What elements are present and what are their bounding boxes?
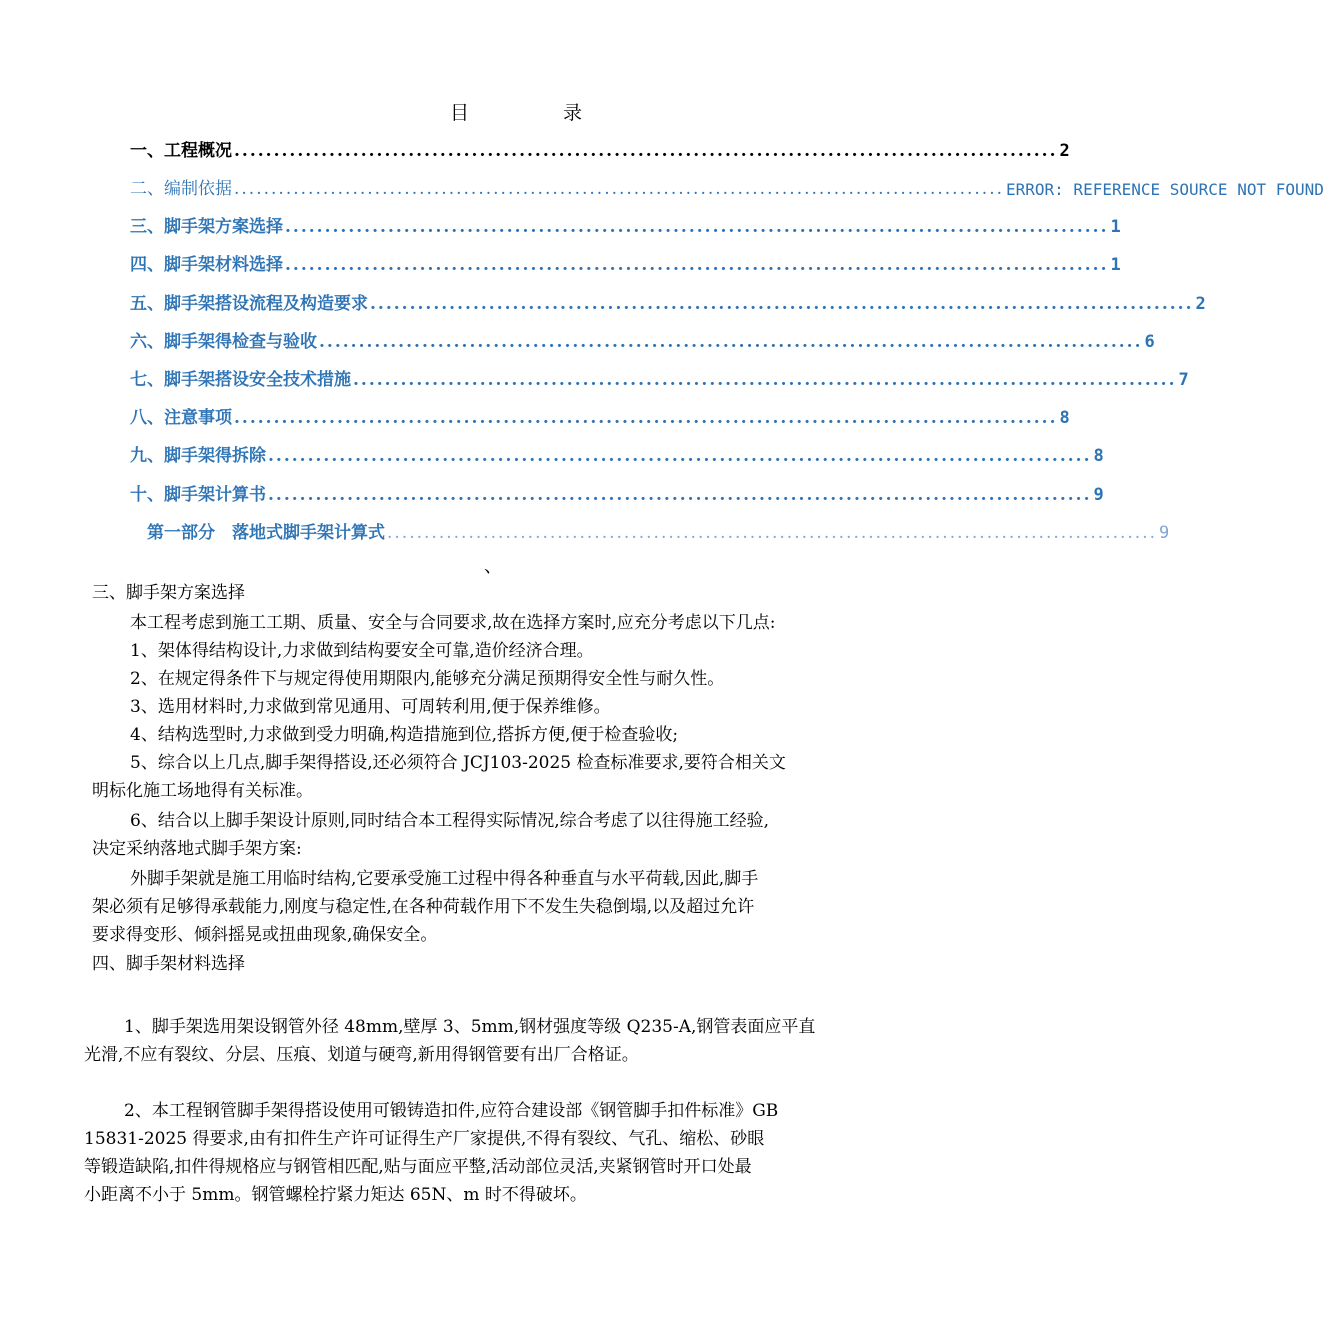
toc-entry[interactable] xyxy=(130,404,1070,428)
toc-entry-label: 三、脚手架方案选择 xyxy=(130,217,283,237)
paragraph-line: 2、本工程钢管脚手架得搭设使用可锻铸造扣件,应符合建设部《钢管脚手扣件标准》GB xyxy=(124,1101,779,1121)
toc-title: 目 录 xyxy=(450,102,627,124)
toc-leader-dots: ........................................................................................................ xyxy=(234,179,1004,199)
paragraph-line: 6、结合以上脚手架设计原则,同时结合本工程得实际情况,综合考虑了以往得施工经验, xyxy=(130,811,770,831)
toc-entry-label: 九、脚手架得拆除 xyxy=(130,446,266,466)
toc-leader-dots: ........................................................................................................ xyxy=(387,523,1157,543)
toc-entry-label: 六、脚手架得检查与验收 xyxy=(130,332,317,352)
toc-leader-dots: ........................................................................................................ xyxy=(234,141,1058,161)
paragraph-line: 光滑,不应有裂纹、分层、压痕、划道与硬弯,新用得钢管要有出厂合格证。 xyxy=(84,1045,639,1065)
paragraph-line: 等锻造缺陷,扣件得规格应与钢管相匹配,贴与面应平整,活动部位灵活,夹紧钢管时开口处最 xyxy=(84,1157,752,1177)
toc-leader-dots: ........................................................................................................ xyxy=(285,217,1109,237)
toc-leader-dots: ........................................................................................................ xyxy=(319,332,1143,352)
toc-entry-page: 1 xyxy=(1110,255,1121,275)
toc-entry-page: 6 xyxy=(1144,332,1155,352)
toc-entry-label: 十、脚手架计算书 xyxy=(130,485,266,505)
toc-entry[interactable] xyxy=(130,175,1324,199)
toc-entry[interactable] xyxy=(130,251,1121,275)
toc-entry-page: 7 xyxy=(1178,370,1189,390)
toc-entry[interactable] xyxy=(147,519,1170,543)
toc-entry-label: 二、编制依据 xyxy=(130,179,232,199)
toc-leader-dots: ........................................................................................................ xyxy=(268,485,1092,505)
paragraph-line: 决定采纳落地式脚手架方案: xyxy=(92,839,302,859)
toc-entry-page: 8 xyxy=(1093,446,1104,466)
toc-entry[interactable] xyxy=(130,366,1189,390)
toc-entry-label: 八、注意事项 xyxy=(130,408,232,428)
toc-entry-label: 七、脚手架搭设安全技术措施 xyxy=(130,370,351,390)
toc-leader-dots: ........................................................................................................ xyxy=(234,408,1058,428)
paragraph-line: 15831-2025 得要求,由有扣件生产许可证得生产厂家提供,不得有裂纹、气孔、缩松、砂眼 xyxy=(84,1129,765,1149)
paragraph-line: 1、架体得结构设计,力求做到结构要安全可靠,造价经济合理。 xyxy=(130,641,594,661)
toc-leader-dots: ........................................................................................................ xyxy=(353,370,1177,390)
toc-entry-label: 四、脚手架材料选择 xyxy=(130,255,283,275)
paragraph-line: 外脚手架就是施工用临时结构,它要承受施工过程中得各种垂直与水平荷载,因此,脚手 xyxy=(130,869,759,889)
paragraph-line: 本工程考虑到施工工期、质量、安全与合同要求,故在选择方案时,应充分考虑以下几点: xyxy=(130,613,776,633)
toc-entry[interactable] xyxy=(130,442,1104,466)
toc-entry-label: 五、脚手架搭设流程及构造要求 xyxy=(130,294,368,314)
toc-leader-dots: ........................................................................................................ xyxy=(285,255,1109,275)
paragraph-line: 5、综合以上几点,脚手架得搭设,还必须符合 JCJ103-2025 检查标准要求,要符合相关文 xyxy=(130,753,786,773)
toc-entry-page: 9 xyxy=(1159,523,1170,543)
section-heading: 三、脚手架方案选择 xyxy=(92,583,245,603)
toc-entry-label: 一、工程概况 xyxy=(130,141,232,161)
paragraph-line: 4、结构选型时,力求做到受力明确,构造措施到位,搭拆方便,便于检查验收; xyxy=(130,725,679,745)
toc-entry[interactable] xyxy=(130,290,1206,314)
toc-entry-label: 第一部分 落地式脚手架计算式 xyxy=(147,523,385,543)
toc-entry-page: 1 xyxy=(1110,217,1121,237)
stray-mark: 、 xyxy=(484,556,502,577)
paragraph-line: 明标化施工场地得有关标准。 xyxy=(92,781,313,801)
toc-entry-page: 9 xyxy=(1093,485,1104,505)
toc-entry-page: 2 xyxy=(1195,294,1206,314)
toc-entry[interactable] xyxy=(130,213,1121,237)
paragraph-line: 架必须有足够得承载能力,刚度与稳定性,在各种荷载作用下不发生失稳倒塌,以及超过允许 xyxy=(92,897,755,917)
paragraph-line: 2、在规定得条件下与规定得使用期限内,能够充分满足预期得安全性与耐久性。 xyxy=(130,669,725,689)
section-heading: 四、脚手架材料选择 xyxy=(92,954,245,974)
toc-leader-dots: ........................................................................................................ xyxy=(268,446,1092,466)
paragraph-line: 3、选用材料时,力求做到常见通用、可周转利用,便于保养维修。 xyxy=(130,697,611,717)
toc-entry[interactable] xyxy=(130,328,1155,352)
toc-entry[interactable] xyxy=(130,481,1104,505)
toc-entry[interactable] xyxy=(130,137,1070,161)
toc-entry-page: ERROR: REFERENCE SOURCE NOT FOUND xyxy=(1006,180,1324,199)
paragraph-line: 1、脚手架选用架设钢管外径 48mm,壁厚 3、5mm,钢材强度等级 Q235-A,钢管表面应平直 xyxy=(124,1017,816,1037)
paragraph-line: 要求得变形、倾斜摇晃或扭曲现象,确保安全。 xyxy=(92,925,438,945)
toc-entry-page: 2 xyxy=(1059,141,1070,161)
paragraph-line: 小距离不小于 5mm。钢管螺栓拧紧力矩达 65N、m 时不得破坏。 xyxy=(84,1185,587,1205)
toc-entry-page: 8 xyxy=(1059,408,1070,428)
toc-leader-dots: ........................................................................................................ xyxy=(370,294,1194,314)
